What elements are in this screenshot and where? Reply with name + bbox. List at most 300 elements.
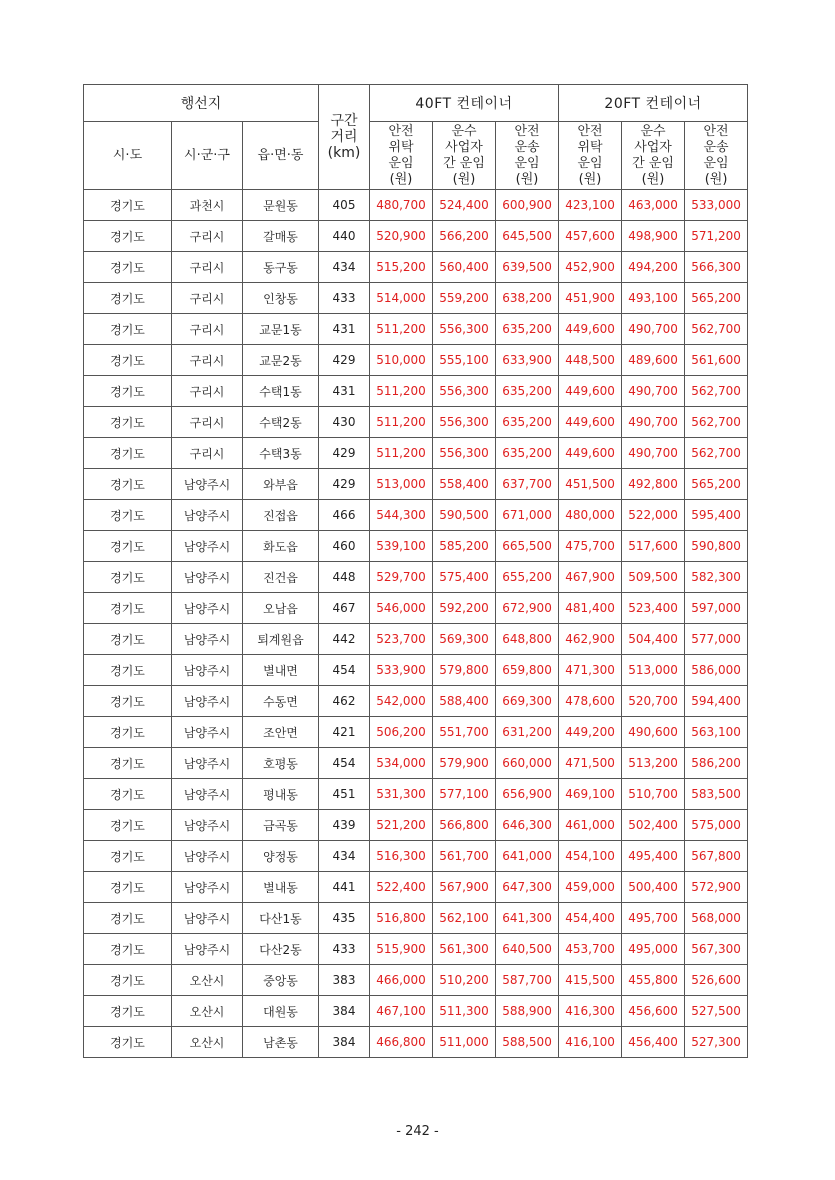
distance-cell: 439 bbox=[319, 810, 370, 841]
sigungu-cell: 남양주시 bbox=[172, 562, 243, 593]
table-row bbox=[84, 965, 748, 996]
sigungu-cell: 남양주시 bbox=[172, 717, 243, 748]
40ft-safety-consign-fare-cell: 533,900 bbox=[370, 655, 433, 686]
table-row bbox=[84, 221, 748, 252]
20ft-safety-transport-fare-cell: 533,000 bbox=[685, 190, 748, 221]
40ft-carrier-fare-cell: 569,300 bbox=[433, 624, 496, 655]
20ft-safety-transport-fare-cell: 567,300 bbox=[685, 934, 748, 965]
table-body bbox=[84, 190, 748, 1058]
20ft-safety-transport-fare-cell: 568,000 bbox=[685, 903, 748, 934]
eupmyeondong-cell: 퇴계원읍 bbox=[243, 624, 319, 655]
distance-cell: 431 bbox=[319, 314, 370, 345]
distance-cell: 462 bbox=[319, 686, 370, 717]
page-number: - 242 - bbox=[396, 1124, 439, 1139]
20ft-safety-transport-fare-cell: 582,300 bbox=[685, 562, 748, 593]
distance-cell: 431 bbox=[319, 376, 370, 407]
40ft-safety-transport-fare-cell: 656,900 bbox=[496, 779, 559, 810]
sigungu-cell: 남양주시 bbox=[172, 810, 243, 841]
40ft-carrier-fare-cell: 567,900 bbox=[433, 872, 496, 903]
distance-cell: 454 bbox=[319, 748, 370, 779]
40ft-safety-consign-fare-cell: 510,000 bbox=[370, 345, 433, 376]
section-40ft-header: 40FT 컨테이너 bbox=[370, 85, 559, 122]
20ft-safety-consign-fare-cell: 448,500 bbox=[559, 345, 622, 376]
40ft-safety-transport-fare-cell: 641,300 bbox=[496, 903, 559, 934]
sido-cell: 경기도 bbox=[84, 407, 172, 438]
table-row bbox=[84, 934, 748, 965]
40ft-safety-transport-fare-cell: 635,200 bbox=[496, 376, 559, 407]
sigungu-cell: 구리시 bbox=[172, 438, 243, 469]
eupmyeondong-cell: 별내면 bbox=[243, 655, 319, 686]
20ft-safety-consign-fare-cell: 449,600 bbox=[559, 376, 622, 407]
40ft-safety-transport-fare-cell: 631,200 bbox=[496, 717, 559, 748]
20ft-safety-consign-fare-cell: 478,600 bbox=[559, 686, 622, 717]
20ft-safety-consign-fare-cell: 469,100 bbox=[559, 779, 622, 810]
table-row bbox=[84, 1027, 748, 1058]
40ft-safety-consign-fare-cell: 534,000 bbox=[370, 748, 433, 779]
20ft-carrier-fare-cell: 494,200 bbox=[622, 252, 685, 283]
distance-cell: 466 bbox=[319, 500, 370, 531]
20ft-safety-transport-fare-cell: 562,700 bbox=[685, 438, 748, 469]
eupmyeondong-cell: 진접읍 bbox=[243, 500, 319, 531]
sido-cell: 경기도 bbox=[84, 531, 172, 562]
table-row bbox=[84, 190, 748, 221]
20ft-carrier-fare-cell: 463,000 bbox=[622, 190, 685, 221]
20ft-safety-consign-fare-cell: 461,000 bbox=[559, 810, 622, 841]
eupmyeondong-cell: 진건읍 bbox=[243, 562, 319, 593]
20ft-carrier-fare-cell: 456,600 bbox=[622, 996, 685, 1027]
distance-cell: 384 bbox=[319, 996, 370, 1027]
20ft-safety-consign-fare-cell: 453,700 bbox=[559, 934, 622, 965]
20ft-safety-transport-fare-cell: 567,800 bbox=[685, 841, 748, 872]
40ft-carrier-fare-cell: 585,200 bbox=[433, 531, 496, 562]
20ft-safety-consign-fare-cell: 457,600 bbox=[559, 221, 622, 252]
distance-cell: 448 bbox=[319, 562, 370, 593]
20ft-carrier-fare-cell: 504,400 bbox=[622, 624, 685, 655]
40ft-safety-consign-fare-cell: 511,200 bbox=[370, 438, 433, 469]
40ft-safety-transport-fare-cell: 665,500 bbox=[496, 531, 559, 562]
20ft-safety-consign-fare-cell: 480,000 bbox=[559, 500, 622, 531]
40ft-carrier-fare-cell: 556,300 bbox=[433, 376, 496, 407]
distance-header: 구간 거리 (km) bbox=[319, 85, 370, 190]
distance-cell: 440 bbox=[319, 221, 370, 252]
table-header bbox=[84, 85, 748, 190]
eupmyeondong-cell: 수동면 bbox=[243, 686, 319, 717]
20ft-carrier-fare-cell: 520,700 bbox=[622, 686, 685, 717]
distance-cell: 434 bbox=[319, 252, 370, 283]
20ft-carrier-fare-cell: 456,400 bbox=[622, 1027, 685, 1058]
20ft-safety-consign-fare-cell: 449,200 bbox=[559, 717, 622, 748]
sido-cell: 경기도 bbox=[84, 965, 172, 996]
sido-cell: 경기도 bbox=[84, 469, 172, 500]
20ft-safety-transport-fare-cell: 526,600 bbox=[685, 965, 748, 996]
40ft-safety-transport-fare-cell: 659,800 bbox=[496, 655, 559, 686]
table-row bbox=[84, 996, 748, 1027]
40ft-safety-transport-fare-cell: 638,200 bbox=[496, 283, 559, 314]
sido-cell: 경기도 bbox=[84, 810, 172, 841]
table-row bbox=[84, 624, 748, 655]
40ft-safety-consign-fare-cell: 466,000 bbox=[370, 965, 433, 996]
20ft-safety-transport-fare-cell: 561,600 bbox=[685, 345, 748, 376]
20ft-carrier-fare-cell: 509,500 bbox=[622, 562, 685, 593]
40ft-safety-consign-fare-cell: 515,900 bbox=[370, 934, 433, 965]
40ft-carrier-fare-cell: 579,800 bbox=[433, 655, 496, 686]
40ft-safety-consign-fare-cell: 546,000 bbox=[370, 593, 433, 624]
eupmyeondong-cell: 문원동 bbox=[243, 190, 319, 221]
20ft-safety-consign-fare-cell: 415,500 bbox=[559, 965, 622, 996]
sido-header: 시·도 bbox=[84, 122, 172, 190]
distance-cell: 460 bbox=[319, 531, 370, 562]
sido-cell: 경기도 bbox=[84, 252, 172, 283]
table-row bbox=[84, 779, 748, 810]
sido-cell: 경기도 bbox=[84, 190, 172, 221]
eupmyeondong-cell: 다산2동 bbox=[243, 934, 319, 965]
20ft-carrier-fare-cell: 495,700 bbox=[622, 903, 685, 934]
20ft-carrier-fare-cell: 502,400 bbox=[622, 810, 685, 841]
eupmyeondong-cell: 수택3동 bbox=[243, 438, 319, 469]
40ft-safety-consign-fare-cell: 521,200 bbox=[370, 810, 433, 841]
20ft-safety-consign-fare-cell: 475,700 bbox=[559, 531, 622, 562]
20ft-safety-consign-fare-cell: 449,600 bbox=[559, 438, 622, 469]
eupmyeondong-cell: 수택1동 bbox=[243, 376, 319, 407]
20ft-safety-transport-fare-cell: 575,000 bbox=[685, 810, 748, 841]
sido-cell: 경기도 bbox=[84, 593, 172, 624]
table-row bbox=[84, 717, 748, 748]
20ft-carrier-fare-cell: 490,700 bbox=[622, 314, 685, 345]
sigungu-cell: 구리시 bbox=[172, 314, 243, 345]
40ft-carrier-fare-cell: 561,700 bbox=[433, 841, 496, 872]
40ft-safety-consign-fare-cell: 480,700 bbox=[370, 190, 433, 221]
20ft-safety-consign-fare-cell: 454,100 bbox=[559, 841, 622, 872]
20ft-safety-transport-fare-cell: 572,900 bbox=[685, 872, 748, 903]
40ft-safety-consign-fare-cell: 529,700 bbox=[370, 562, 433, 593]
table-row bbox=[84, 469, 748, 500]
40ft-carrier-fare-header: 운수 사업자 간 운임 (원) bbox=[433, 122, 496, 190]
40ft-safety-consign-fare-cell: 466,800 bbox=[370, 1027, 433, 1058]
table-row bbox=[84, 872, 748, 903]
sigungu-cell: 구리시 bbox=[172, 252, 243, 283]
sigungu-cell: 남양주시 bbox=[172, 872, 243, 903]
sido-cell: 경기도 bbox=[84, 283, 172, 314]
distance-cell: 467 bbox=[319, 593, 370, 624]
40ft-safety-transport-fare-cell: 639,500 bbox=[496, 252, 559, 283]
sigungu-cell: 오산시 bbox=[172, 1027, 243, 1058]
20ft-safety-consign-fare-cell: 423,100 bbox=[559, 190, 622, 221]
sido-cell: 경기도 bbox=[84, 314, 172, 345]
sido-cell: 경기도 bbox=[84, 376, 172, 407]
40ft-safety-consign-fare-cell: 539,100 bbox=[370, 531, 433, 562]
sido-cell: 경기도 bbox=[84, 1027, 172, 1058]
table-row bbox=[84, 283, 748, 314]
20ft-carrier-fare-cell: 490,700 bbox=[622, 407, 685, 438]
40ft-safety-consign-fare-cell: 516,800 bbox=[370, 903, 433, 934]
sigungu-cell: 구리시 bbox=[172, 221, 243, 252]
40ft-safety-transport-fare-cell: 648,800 bbox=[496, 624, 559, 655]
40ft-safety-transport-fare-cell: 633,900 bbox=[496, 345, 559, 376]
table-row bbox=[84, 407, 748, 438]
40ft-safety-consign-fare-cell: 511,200 bbox=[370, 407, 433, 438]
sigungu-cell: 남양주시 bbox=[172, 531, 243, 562]
40ft-safety-transport-fare-cell: 587,700 bbox=[496, 965, 559, 996]
section-20ft-header: 20FT 컨테이너 bbox=[559, 85, 748, 122]
table-row bbox=[84, 810, 748, 841]
sigungu-cell: 오산시 bbox=[172, 965, 243, 996]
40ft-safety-consign-fare-cell: 506,200 bbox=[370, 717, 433, 748]
table-row bbox=[84, 748, 748, 779]
sigungu-cell: 남양주시 bbox=[172, 934, 243, 965]
sido-cell: 경기도 bbox=[84, 500, 172, 531]
20ft-safety-transport-fare-cell: 562,700 bbox=[685, 376, 748, 407]
20ft-safety-transport-fare-cell: 595,400 bbox=[685, 500, 748, 531]
20ft-carrier-fare-cell: 523,400 bbox=[622, 593, 685, 624]
20ft-safety-consign-fare-cell: 416,100 bbox=[559, 1027, 622, 1058]
distance-cell: 405 bbox=[319, 190, 370, 221]
sigungu-cell: 남양주시 bbox=[172, 500, 243, 531]
distance-cell: 442 bbox=[319, 624, 370, 655]
eupmyeondong-cell: 동구동 bbox=[243, 252, 319, 283]
distance-cell: 421 bbox=[319, 717, 370, 748]
table-row bbox=[84, 655, 748, 686]
40ft-carrier-fare-cell: 558,400 bbox=[433, 469, 496, 500]
40ft-safety-transport-fare-cell: 647,300 bbox=[496, 872, 559, 903]
freight-rate-table bbox=[83, 84, 748, 1058]
sido-cell: 경기도 bbox=[84, 748, 172, 779]
table-row bbox=[84, 593, 748, 624]
table-row bbox=[84, 314, 748, 345]
eupmyeondong-cell: 호평동 bbox=[243, 748, 319, 779]
40ft-safety-consign-fare-cell: 531,300 bbox=[370, 779, 433, 810]
distance-cell: 441 bbox=[319, 872, 370, 903]
40ft-carrier-fare-cell: 551,700 bbox=[433, 717, 496, 748]
40ft-safety-consign-fare-cell: 515,200 bbox=[370, 252, 433, 283]
40ft-carrier-fare-cell: 511,000 bbox=[433, 1027, 496, 1058]
table-row bbox=[84, 345, 748, 376]
40ft-safety-consign-fare-cell: 523,700 bbox=[370, 624, 433, 655]
sido-cell: 경기도 bbox=[84, 717, 172, 748]
table-row bbox=[84, 903, 748, 934]
table-row bbox=[84, 252, 748, 283]
40ft-safety-consign-fare-cell: 542,000 bbox=[370, 686, 433, 717]
distance-cell: 434 bbox=[319, 841, 370, 872]
distance-cell: 384 bbox=[319, 1027, 370, 1058]
20ft-safety-consign-fare-cell: 416,300 bbox=[559, 996, 622, 1027]
sigungu-cell: 구리시 bbox=[172, 376, 243, 407]
20ft-carrier-fare-cell: 490,600 bbox=[622, 717, 685, 748]
40ft-carrier-fare-cell: 588,400 bbox=[433, 686, 496, 717]
40ft-safety-transport-fare-cell: 645,500 bbox=[496, 221, 559, 252]
20ft-safety-consign-fare-cell: 452,900 bbox=[559, 252, 622, 283]
20ft-safety-consign-fare-cell: 449,600 bbox=[559, 407, 622, 438]
40ft-safety-consign-fare-cell: 511,200 bbox=[370, 314, 433, 345]
table-row bbox=[84, 686, 748, 717]
table-row bbox=[84, 841, 748, 872]
20ft-carrier-fare-cell: 517,600 bbox=[622, 531, 685, 562]
40ft-safety-transport-fare-header: 안전 운송 운임 (원) bbox=[496, 122, 559, 190]
20ft-carrier-fare-cell: 513,000 bbox=[622, 655, 685, 686]
distance-cell: 429 bbox=[319, 469, 370, 500]
sigungu-cell: 오산시 bbox=[172, 996, 243, 1027]
table-row bbox=[84, 438, 748, 469]
40ft-carrier-fare-cell: 560,400 bbox=[433, 252, 496, 283]
40ft-carrier-fare-cell: 510,200 bbox=[433, 965, 496, 996]
eupmyeondong-cell: 별내동 bbox=[243, 872, 319, 903]
eupmyeondong-cell: 화도읍 bbox=[243, 531, 319, 562]
sigungu-cell: 남양주시 bbox=[172, 469, 243, 500]
20ft-safety-consign-fare-header: 안전 위탁 운임 (원) bbox=[559, 122, 622, 190]
40ft-carrier-fare-cell: 566,800 bbox=[433, 810, 496, 841]
20ft-safety-consign-fare-cell: 449,600 bbox=[559, 314, 622, 345]
20ft-safety-transport-fare-cell: 594,400 bbox=[685, 686, 748, 717]
40ft-safety-transport-fare-cell: 655,200 bbox=[496, 562, 559, 593]
40ft-carrier-fare-cell: 577,100 bbox=[433, 779, 496, 810]
table-row bbox=[84, 562, 748, 593]
sido-cell: 경기도 bbox=[84, 686, 172, 717]
40ft-safety-consign-fare-cell: 467,100 bbox=[370, 996, 433, 1027]
table-row bbox=[84, 376, 748, 407]
20ft-safety-transport-fare-cell: 562,700 bbox=[685, 407, 748, 438]
40ft-carrier-fare-cell: 556,300 bbox=[433, 314, 496, 345]
eupmyeondong-cell: 오남읍 bbox=[243, 593, 319, 624]
eupmyeondong-cell: 대원동 bbox=[243, 996, 319, 1027]
20ft-safety-consign-fare-cell: 471,500 bbox=[559, 748, 622, 779]
sido-cell: 경기도 bbox=[84, 903, 172, 934]
eupmyeondong-cell: 금곡동 bbox=[243, 810, 319, 841]
20ft-carrier-fare-cell: 495,000 bbox=[622, 934, 685, 965]
sido-cell: 경기도 bbox=[84, 779, 172, 810]
40ft-carrier-fare-cell: 556,300 bbox=[433, 438, 496, 469]
20ft-carrier-fare-cell: 500,400 bbox=[622, 872, 685, 903]
20ft-safety-transport-fare-cell: 566,300 bbox=[685, 252, 748, 283]
20ft-safety-transport-fare-cell: 565,200 bbox=[685, 469, 748, 500]
40ft-carrier-fare-cell: 590,500 bbox=[433, 500, 496, 531]
20ft-safety-consign-fare-cell: 454,400 bbox=[559, 903, 622, 934]
40ft-carrier-fare-cell: 561,300 bbox=[433, 934, 496, 965]
20ft-safety-transport-fare-header: 안전 운송 운임 (원) bbox=[685, 122, 748, 190]
40ft-safety-transport-fare-cell: 669,300 bbox=[496, 686, 559, 717]
40ft-carrier-fare-cell: 592,200 bbox=[433, 593, 496, 624]
distance-cell: 433 bbox=[319, 934, 370, 965]
eupmyeondong-cell: 조안면 bbox=[243, 717, 319, 748]
table-row bbox=[84, 500, 748, 531]
40ft-safety-transport-fare-cell: 637,700 bbox=[496, 469, 559, 500]
distance-cell: 433 bbox=[319, 283, 370, 314]
20ft-safety-transport-fare-cell: 527,500 bbox=[685, 996, 748, 1027]
distance-cell: 429 bbox=[319, 345, 370, 376]
sigungu-cell: 남양주시 bbox=[172, 841, 243, 872]
20ft-safety-consign-fare-cell: 459,000 bbox=[559, 872, 622, 903]
sigungu-cell: 남양주시 bbox=[172, 624, 243, 655]
20ft-safety-transport-fare-cell: 597,000 bbox=[685, 593, 748, 624]
eupmyeondong-cell: 교문2동 bbox=[243, 345, 319, 376]
40ft-safety-transport-fare-cell: 640,500 bbox=[496, 934, 559, 965]
40ft-carrier-fare-cell: 559,200 bbox=[433, 283, 496, 314]
20ft-safety-transport-fare-cell: 583,500 bbox=[685, 779, 748, 810]
20ft-carrier-fare-cell: 489,600 bbox=[622, 345, 685, 376]
40ft-safety-transport-fare-cell: 635,200 bbox=[496, 407, 559, 438]
distance-cell: 435 bbox=[319, 903, 370, 934]
20ft-carrier-fare-cell: 495,400 bbox=[622, 841, 685, 872]
20ft-safety-transport-fare-cell: 527,300 bbox=[685, 1027, 748, 1058]
sigungu-cell: 남양주시 bbox=[172, 748, 243, 779]
sido-cell: 경기도 bbox=[84, 562, 172, 593]
20ft-safety-transport-fare-cell: 571,200 bbox=[685, 221, 748, 252]
distance-cell: 430 bbox=[319, 407, 370, 438]
40ft-safety-transport-fare-cell: 660,000 bbox=[496, 748, 559, 779]
40ft-safety-transport-fare-cell: 671,000 bbox=[496, 500, 559, 531]
sido-cell: 경기도 bbox=[84, 438, 172, 469]
20ft-safety-transport-fare-cell: 586,200 bbox=[685, 748, 748, 779]
40ft-carrier-fare-cell: 575,400 bbox=[433, 562, 496, 593]
40ft-carrier-fare-cell: 524,400 bbox=[433, 190, 496, 221]
20ft-safety-consign-fare-cell: 467,900 bbox=[559, 562, 622, 593]
sido-cell: 경기도 bbox=[84, 221, 172, 252]
eupmyeondong-cell: 평내동 bbox=[243, 779, 319, 810]
destination-group-header: 행선지 bbox=[84, 85, 319, 122]
20ft-carrier-fare-cell: 498,900 bbox=[622, 221, 685, 252]
40ft-safety-consign-fare-header: 안전 위탁 운임 (원) bbox=[370, 122, 433, 190]
20ft-safety-transport-fare-cell: 577,000 bbox=[685, 624, 748, 655]
sigungu-cell: 남양주시 bbox=[172, 903, 243, 934]
20ft-safety-transport-fare-cell: 565,200 bbox=[685, 283, 748, 314]
sigungu-cell: 남양주시 bbox=[172, 779, 243, 810]
20ft-safety-transport-fare-cell: 590,800 bbox=[685, 531, 748, 562]
20ft-safety-consign-fare-cell: 451,500 bbox=[559, 469, 622, 500]
sido-cell: 경기도 bbox=[84, 996, 172, 1027]
40ft-safety-consign-fare-cell: 544,300 bbox=[370, 500, 433, 531]
40ft-carrier-fare-cell: 579,900 bbox=[433, 748, 496, 779]
40ft-safety-consign-fare-cell: 511,200 bbox=[370, 376, 433, 407]
sigungu-cell: 구리시 bbox=[172, 407, 243, 438]
20ft-safety-transport-fare-cell: 586,000 bbox=[685, 655, 748, 686]
eupmyeondong-cell: 인창동 bbox=[243, 283, 319, 314]
40ft-carrier-fare-cell: 555,100 bbox=[433, 345, 496, 376]
eupmyeondong-cell: 남촌동 bbox=[243, 1027, 319, 1058]
sigungu-cell: 남양주시 bbox=[172, 655, 243, 686]
20ft-carrier-fare-cell: 490,700 bbox=[622, 438, 685, 469]
40ft-safety-transport-fare-cell: 600,900 bbox=[496, 190, 559, 221]
40ft-safety-transport-fare-cell: 635,200 bbox=[496, 314, 559, 345]
eupmyeondong-cell: 교문1동 bbox=[243, 314, 319, 345]
eupmyeondong-cell: 와부읍 bbox=[243, 469, 319, 500]
distance-cell: 454 bbox=[319, 655, 370, 686]
20ft-safety-consign-fare-cell: 471,300 bbox=[559, 655, 622, 686]
sigungu-cell: 구리시 bbox=[172, 283, 243, 314]
20ft-carrier-fare-cell: 513,200 bbox=[622, 748, 685, 779]
sido-cell: 경기도 bbox=[84, 841, 172, 872]
distance-cell: 451 bbox=[319, 779, 370, 810]
40ft-safety-transport-fare-cell: 588,900 bbox=[496, 996, 559, 1027]
40ft-safety-consign-fare-cell: 520,900 bbox=[370, 221, 433, 252]
20ft-carrier-fare-cell: 493,100 bbox=[622, 283, 685, 314]
40ft-carrier-fare-cell: 511,300 bbox=[433, 996, 496, 1027]
sigungu-cell: 구리시 bbox=[172, 345, 243, 376]
20ft-safety-consign-fare-cell: 451,900 bbox=[559, 283, 622, 314]
eupmyeondong-cell: 갈매동 bbox=[243, 221, 319, 252]
20ft-carrier-fare-cell: 492,800 bbox=[622, 469, 685, 500]
20ft-safety-transport-fare-cell: 563,100 bbox=[685, 717, 748, 748]
distance-cell: 383 bbox=[319, 965, 370, 996]
40ft-safety-consign-fare-cell: 522,400 bbox=[370, 872, 433, 903]
20ft-safety-consign-fare-cell: 481,400 bbox=[559, 593, 622, 624]
40ft-safety-consign-fare-cell: 516,300 bbox=[370, 841, 433, 872]
sido-cell: 경기도 bbox=[84, 872, 172, 903]
40ft-safety-consign-fare-cell: 513,000 bbox=[370, 469, 433, 500]
eupmyeondong-cell: 수택2동 bbox=[243, 407, 319, 438]
40ft-safety-transport-fare-cell: 635,200 bbox=[496, 438, 559, 469]
40ft-carrier-fare-cell: 566,200 bbox=[433, 221, 496, 252]
40ft-safety-consign-fare-cell: 514,000 bbox=[370, 283, 433, 314]
sigungu-cell: 과천시 bbox=[172, 190, 243, 221]
eupmyeondong-header: 읍·면·동 bbox=[243, 122, 319, 190]
